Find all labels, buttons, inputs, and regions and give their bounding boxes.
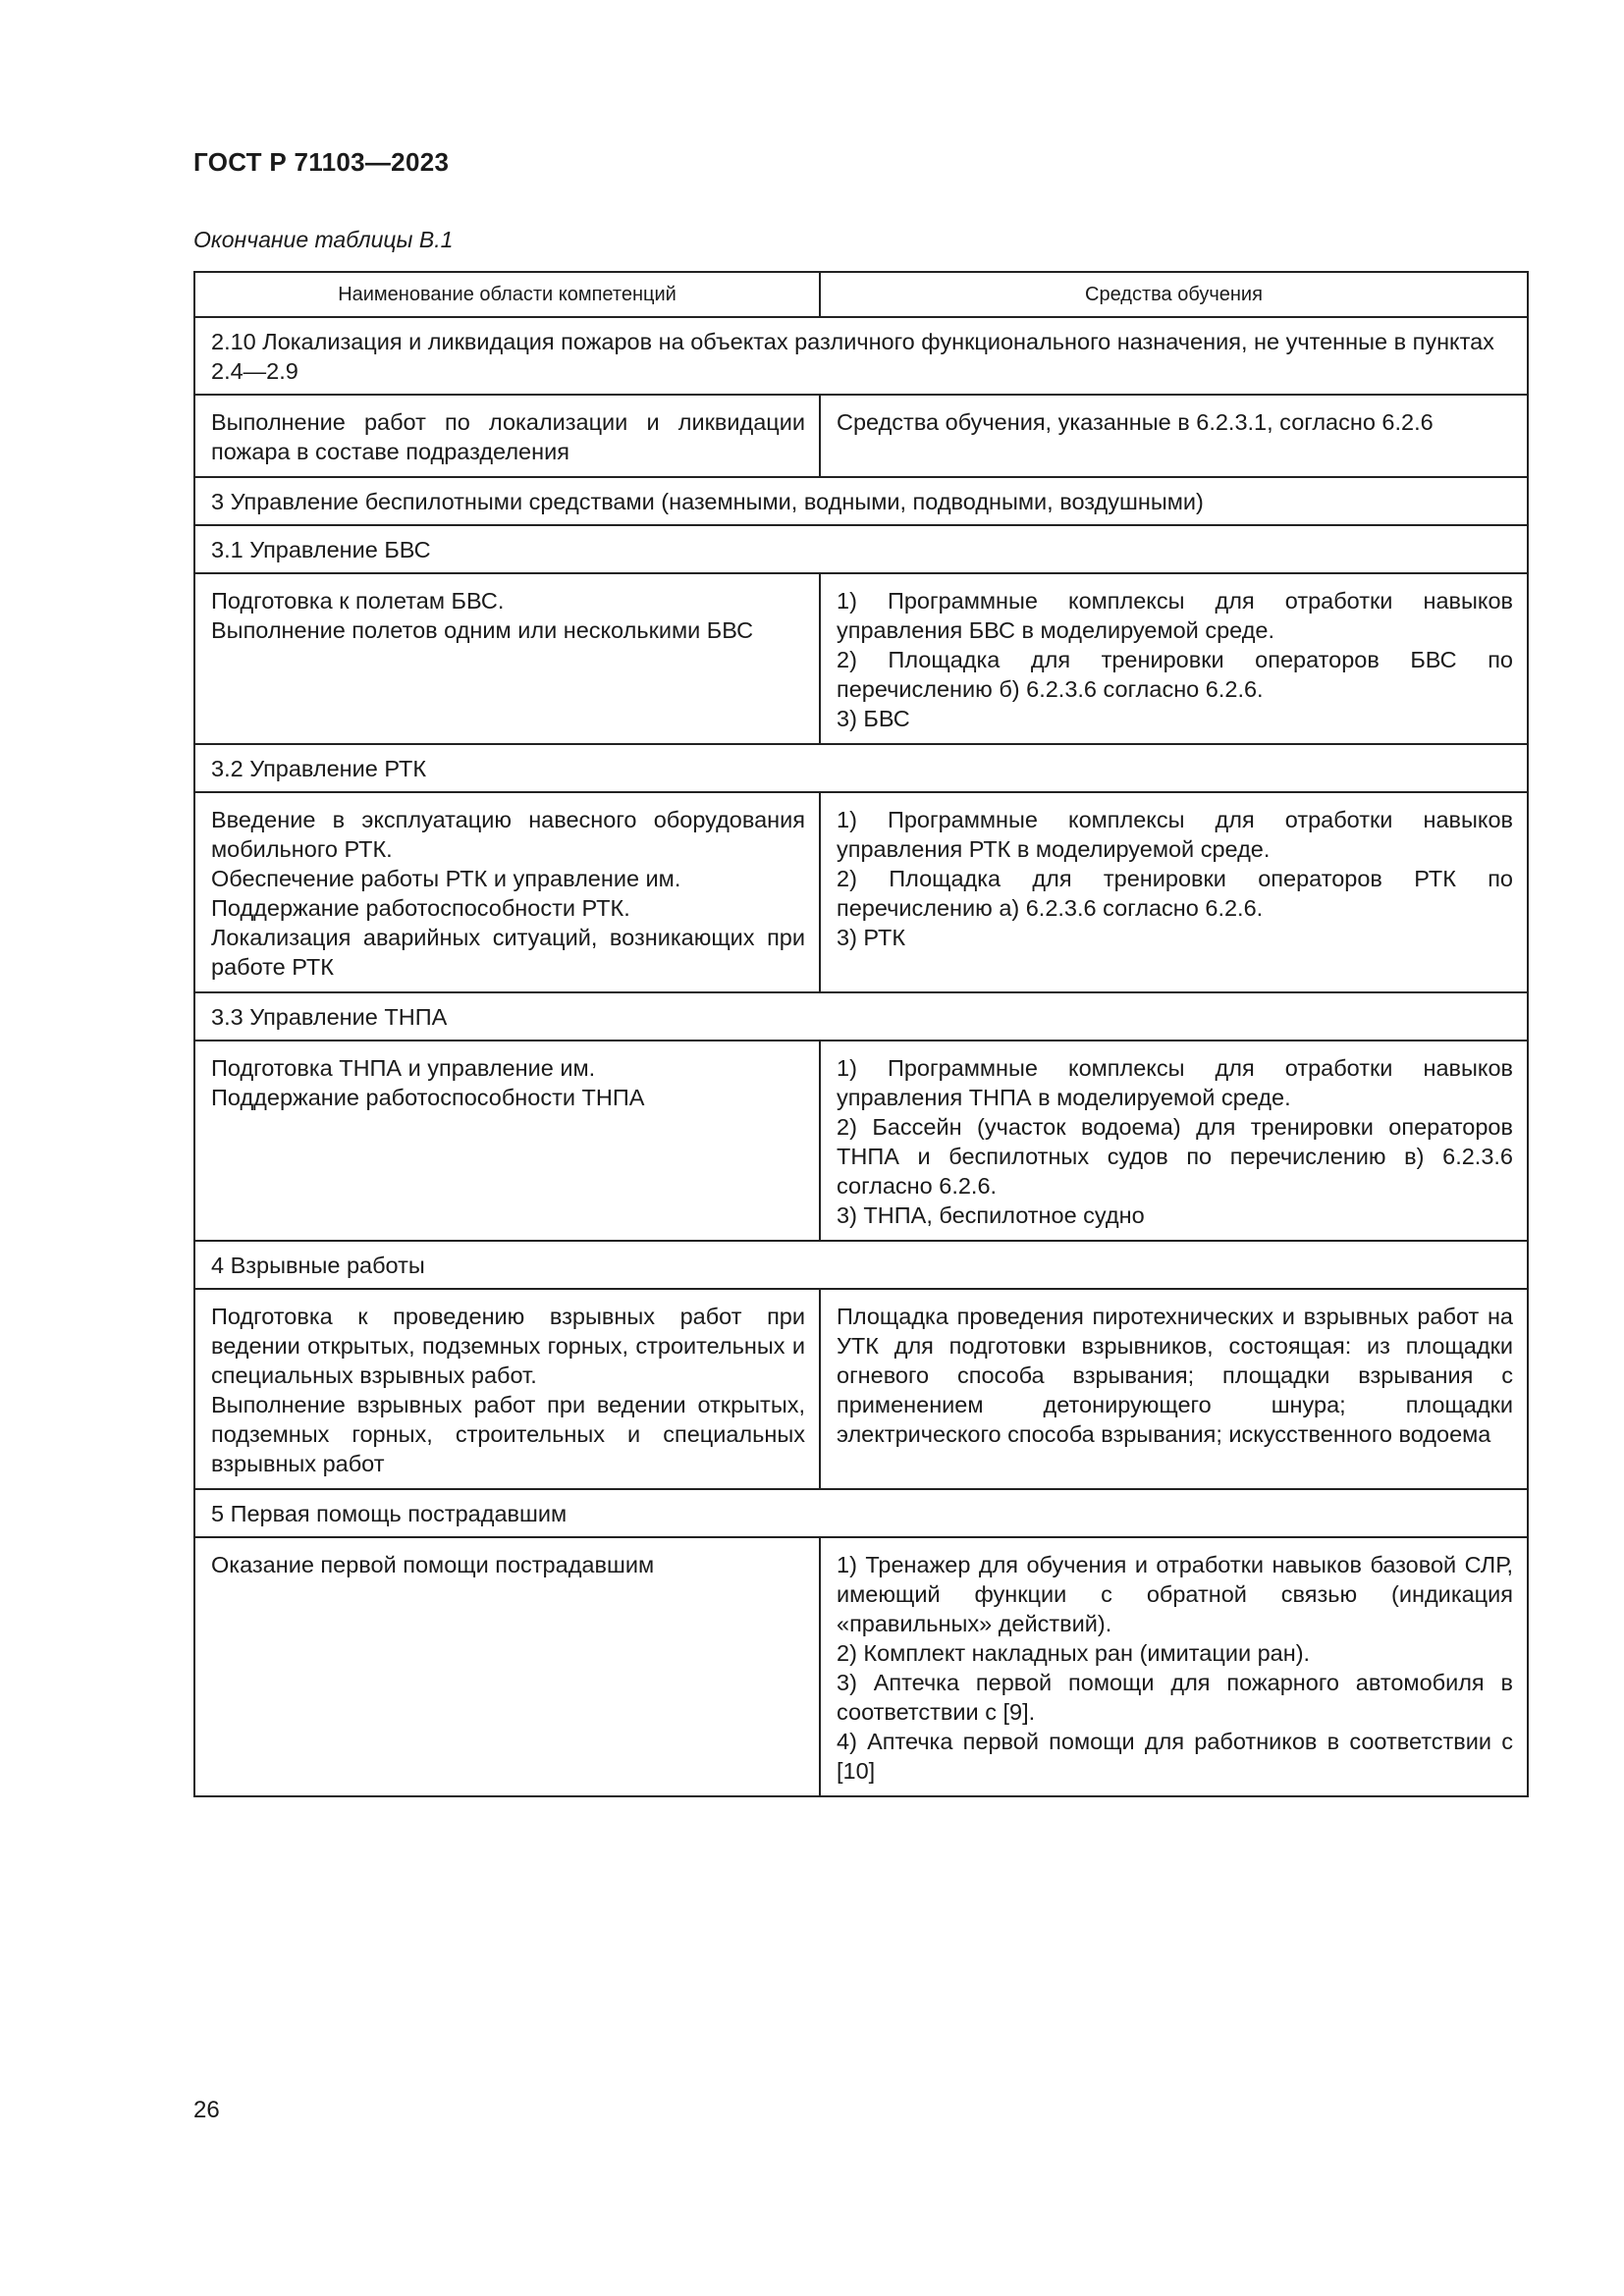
table-row xyxy=(194,792,1528,992)
training-means-item: 1) Программные комплексы для отработки навыков управления ТНПА в моделируемой среде. xyxy=(837,1055,1513,1110)
table-row xyxy=(194,395,1528,477)
training-means-cell xyxy=(820,792,1528,992)
section-row xyxy=(194,1489,1528,1537)
training-means-item: 1) Тренажер для обучения и отработки навыков базовой СЛР, имеющий функции с обратной связью (индикация «правильных» действий). xyxy=(837,1552,1513,1636)
competence-item: Обеспечение работы РТК и управление им. xyxy=(211,866,681,891)
section-3-3: 3.3 Управление ТНПА xyxy=(194,992,1528,1041)
competence-cell xyxy=(194,792,820,992)
training-means-item: 2) Бассейн (участок водоема) для тренировки операторов ТНПА и беспилотных судов по перечислению в) 6.2.3.6 согласно 6.2.6. xyxy=(837,1114,1513,1199)
training-means-cell: Средства обучения, указанные в 6.2.3.1, согласно 6.2.6 xyxy=(820,395,1528,477)
competence-item: Локализация аварийных ситуаций, возникающих при работе РТК xyxy=(211,925,805,980)
section-4: 4 Взрывные работы xyxy=(194,1241,1528,1289)
page-number: 26 xyxy=(193,2097,220,2123)
competence-item: Поддержание работоспособности ТНПА xyxy=(211,1085,645,1110)
section-row xyxy=(194,525,1528,573)
competence-cell xyxy=(194,1289,820,1489)
training-means-item: 3) Аптечка первой помощи для пожарного автомобиля в соответствии с [9]. xyxy=(837,1670,1513,1725)
training-means-item: 3) БВС xyxy=(837,706,910,731)
training-means-cell: Площадка проведения пиротехнических и взрывных работ на УТК для подготовки взрывников, состоящая: из площадки огневого способа взрывания; площадки взрывания с применением детонирующего шнура; площадки электрического способа взрывания; искусственного водоема xyxy=(820,1289,1528,1489)
competence-item: Подготовка к проведению взрывных работ при ведении открытых, подземных горных, строительных и специальных взрывных работ. xyxy=(211,1304,805,1388)
training-means-item: 3) РТК xyxy=(837,925,906,950)
competence-cell xyxy=(194,1041,820,1241)
competence-item: Поддержание работоспособности РТК. xyxy=(211,895,630,921)
training-means-cell xyxy=(820,573,1528,744)
training-means-item: 3) ТНПА, беспилотное судно xyxy=(837,1202,1145,1228)
training-means-item: 1) Программные комплексы для отработки навыков управления РТК в моделируемой среде. xyxy=(837,807,1513,862)
section-row xyxy=(194,992,1528,1041)
table-row xyxy=(194,1289,1528,1489)
training-means-item: 2) Комплект накладных ран (имитации ран). xyxy=(837,1640,1311,1666)
competence-cell: Выполнение работ по локализации и ликвидации пожара в составе подразделения xyxy=(194,395,820,477)
competence-item: Введение в эксплуатацию навесного оборудования мобильного РТК. xyxy=(211,807,805,862)
table-header-row xyxy=(194,272,1528,317)
training-means-item: 4) Аптечка первой помощи для работников в соответствии с [10] xyxy=(837,1729,1513,1784)
section-row xyxy=(194,317,1528,395)
table-row xyxy=(194,1537,1528,1796)
section-3: 3 Управление беспилотными средствами (наземными, водными, подводными, воздушными) xyxy=(194,477,1528,525)
section-row xyxy=(194,477,1528,525)
section-3-2: 3.2 Управление РТК xyxy=(194,744,1528,792)
competence-item: Выполнение полетов одним или несколькими БВС xyxy=(211,617,754,643)
training-means-cell xyxy=(820,1537,1528,1796)
competence-item: Подготовка к полетам БВС. xyxy=(211,588,505,614)
training-means-item: 1) Программные комплексы для отработки навыков управления БВС в моделируемой среде. xyxy=(837,588,1513,643)
competence-cell xyxy=(194,573,820,744)
section-2-10: 2.10 Локализация и ликвидация пожаров на объектах различного функционального назначения, не учтенные в пунктах 2.4—2.9 xyxy=(194,317,1528,395)
document-standard-title: ГОСТ Р 71103—2023 xyxy=(193,147,450,177)
competence-item: Подготовка ТНПА и управление им. xyxy=(211,1055,596,1081)
training-means-item: 2) Площадка для тренировки операторов БВС по перечислению б) 6.2.3.6 согласно 6.2.6. xyxy=(837,647,1513,702)
column-header-training-means: Средства обучения xyxy=(820,272,1528,317)
section-5: 5 Первая помощь пострадавшим xyxy=(194,1489,1528,1537)
column-header-competence-area: Наименование области компетенций xyxy=(194,272,820,317)
section-row xyxy=(194,744,1528,792)
table-row xyxy=(194,1041,1528,1241)
section-row xyxy=(194,1241,1528,1289)
section-3-1: 3.1 Управление БВС xyxy=(194,525,1528,573)
training-means-item: 2) Площадка для тренировки операторов РТК по перечислению а) 6.2.3.6 согласно 6.2.6. xyxy=(837,866,1513,921)
competence-table xyxy=(193,271,1529,1797)
table-row xyxy=(194,573,1528,744)
competence-cell: Оказание первой помощи пострадавшим xyxy=(194,1537,820,1796)
training-means-cell xyxy=(820,1041,1528,1241)
table-caption: Окончание таблицы В.1 xyxy=(193,227,454,252)
competence-item: Выполнение взрывных работ при ведении открытых, подземных горных, строительных и специальных взрывных работ xyxy=(211,1392,805,1476)
